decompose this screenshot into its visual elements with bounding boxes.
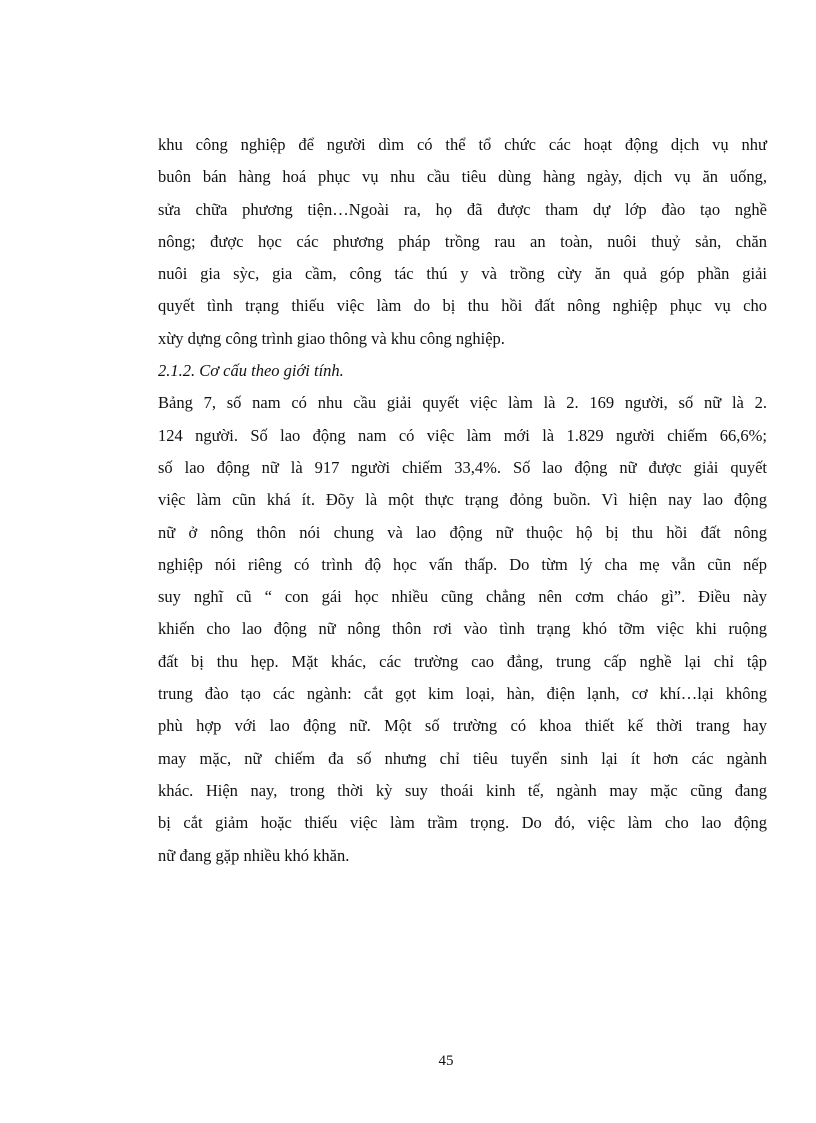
page-number: 45: [438, 1053, 454, 1069]
paragraph-line: khác. Hiện nay, trong thời kỳ suy thoái kinh tế, ngành may mặc cũng đang: [158, 780, 767, 800]
paragraph-line: trung đào tạo các ngành: cắt gọt kim loại, hàn, điện lạnh, cơ khí…lại không: [158, 684, 767, 704]
paragraph-line: xừy dựng công trình giao thông và khu công nghiệp.: [158, 328, 505, 348]
paragraph-line: may mặc, nữ chiếm đa số nhưng chỉ tiêu tuyển sinh lại ít hơn các ngành: [158, 748, 767, 768]
paragraph-line: khu công nghiệp để người dìm có thể tổ chức các hoạt động dịch vụ như: [158, 135, 767, 154]
body-text: [158, 129, 767, 872]
paragraph-line: khiến cho lao động nữ nông thôn rơi vào tình trạng khó tỡm việc khi ruộng: [158, 619, 767, 639]
paragraph-line: phù hợp với lao động nữ. Một số trường có khoa thiết kế thời trang hay: [158, 716, 767, 736]
paragraph-line: số lao động nữ là 917 người chiếm 33,4%. Số lao động nữ được giải quyết: [158, 457, 767, 477]
paragraph-line: đất bị thu hẹp. Mặt khác, các trường cao đẳng, trung cấp nghề lại chỉ tập: [158, 651, 767, 671]
paragraph-line: nghiệp nói riêng có trình độ học vấn thấp. Do từm lý cha mẹ vẫn cũn nếp: [158, 554, 767, 574]
paragraph-line: nữ ở nông thôn nói chung và lao động nữ thuộc hộ bị thu hồi đất nông: [158, 522, 767, 542]
paragraph-line: suy nghĩ cũ “ con gái học nhiều cũng chẳng nên cơm cháo gì”. Điều này: [158, 587, 767, 607]
paragraph-line: nuôi gia sỳc, gia cầm, công tác thú y và trồng cừy ăn quả góp phần giải: [158, 264, 767, 284]
section-heading: 2.1.2. Cơ cấu theo giới tính.: [158, 361, 344, 381]
paragraph-line: quyết tình trạng thiếu việc làm do bị thu hồi đất nông nghiệp phục vụ cho: [158, 296, 767, 316]
paragraph-line: việc làm cũn khá ít. Đõy là một thực trạng đỏng buồn. Vì hiện nay lao động: [158, 490, 767, 510]
paragraph-line: nữ đang gặp nhiều khó khăn.: [158, 845, 350, 865]
paragraph-line: Bảng 7, số nam có nhu cầu giải quyết việc làm là 2. 169 người, số nữ là 2.: [158, 393, 767, 413]
paragraph-line: bị cắt giảm hoặc thiếu việc làm trầm trọng. Do đó, việc làm cho lao động: [158, 813, 767, 833]
paragraph-line: 124 người. Số lao động nam có việc làm mới là 1.829 người chiếm 66,6%;: [158, 425, 767, 445]
paragraph-line: nông; được học các phương pháp trồng rau an toàn, nuôi thuỷ sản, chăn: [158, 231, 767, 251]
paragraph-line: sửa chữa phương tiện…Ngoài ra, họ đã được tham dự lớp đào tạo nghề: [158, 199, 767, 219]
paragraph-line: buôn bán hàng hoá phục vụ nhu cầu tiêu dùng hàng ngày, dịch vụ ăn uống,: [158, 167, 767, 187]
